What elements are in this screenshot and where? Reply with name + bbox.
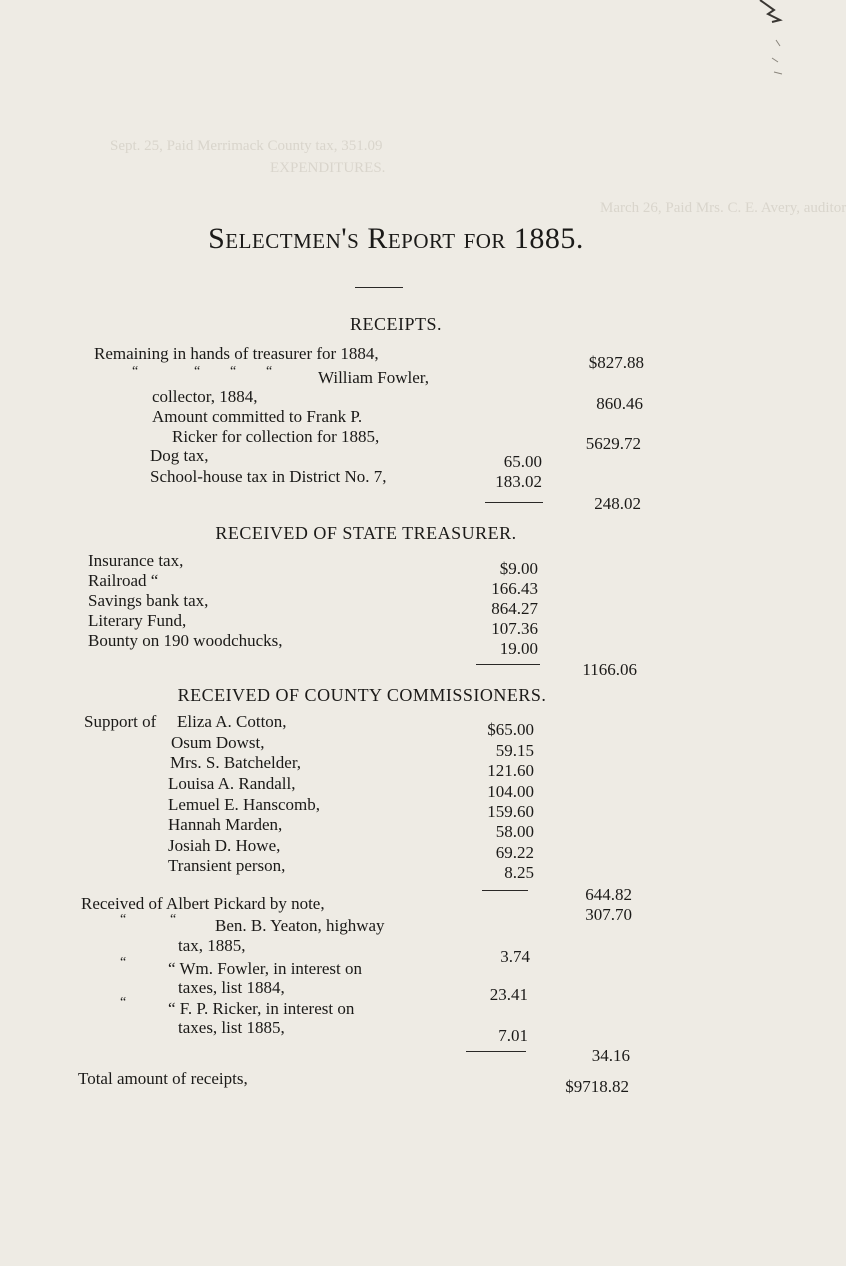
ditto-mark: “ [266,364,273,379]
fowler-interest-label: “ Wm. Fowler, in interest on [168,959,362,978]
county-item-amount: 104.00 [487,782,534,801]
yeaton-amount: 3.74 [500,947,530,966]
state-item-amount: 107.36 [491,619,538,638]
state-item-label: Insurance tax, [88,551,184,570]
receipts-heading: RECEIPTS. [349,314,442,334]
ditto-mark: “ [132,364,139,379]
state-item-amount: 166.43 [491,579,538,598]
ditto-mark: “ [120,912,127,927]
fowler-label-2: collector, 1884, [152,387,258,406]
bleed-through-text: March 26, Paid Mrs. C. E. Avery, auditor [600,200,846,216]
bleed-through-text: Sept. 25, Paid Merrimack County tax, 351.09 [110,138,383,154]
dog-tax-amount: 65.00 [503,452,542,471]
page-title: Selectmen's Report for 1885. [208,222,584,255]
county-rule [482,890,528,891]
county-item-amount: 58.00 [495,822,534,841]
ditto-mark: “ [194,364,201,379]
state-item-amount: $9.00 [499,559,538,578]
county-item-label: Josiah D. Howe, [168,836,281,855]
school-tax-amount: 183.02 [495,472,542,491]
county-item-label: Mrs. S. Batchelder, [170,753,302,772]
ricker-interest-label-2: taxes, list 1885, [178,1018,285,1037]
county-item-amount: 8.25 [504,863,534,882]
pickard-rule [466,1051,526,1052]
fowler-interest-label-2: taxes, list 1884, [178,978,285,997]
state-item-label: Bounty on 190 woodchucks, [88,631,283,650]
total-amount: $9718.82 [565,1077,629,1096]
county-item-amount: 121.60 [487,761,534,780]
corner-mark [702,0,792,90]
state-total: 1166.06 [582,660,637,679]
county-item-amount: 69.22 [495,843,534,862]
state-item-label: Railroad “ [88,571,159,590]
county-heading: RECEIVED OF COUNTY COMMISSIONERS. [177,685,547,705]
county-item-amount: $65.00 [487,720,534,739]
state-heading: RECEIVED OF STATE TREASURER. [215,523,517,543]
school-tax-label: School-house tax in District No. 7, [150,467,387,486]
ditto-mark: “ [120,955,127,970]
ditto-mark: “ [230,364,237,379]
committed-label-2: Ricker for collection for 1885, [172,427,380,446]
bleed-through-text: EXPENDITURES. [270,160,386,176]
state-item-label: Savings bank tax, [88,591,209,610]
ricker-interest-amount: 7.01 [498,1026,528,1045]
committed-amount: 5629.72 [585,434,641,453]
ditto-mark: “ [120,995,127,1010]
fowler-amount: 860.46 [596,394,643,413]
remaining-label: Remaining in hands of treasurer for 1884, [94,344,379,363]
state-rule [476,664,540,665]
pickard-subtotal: 34.16 [591,1046,630,1065]
yeaton-label: Ben. B. Yeaton, highway [215,916,385,935]
county-item-amount: 159.60 [487,802,534,821]
dog-tax-label: Dog tax, [150,446,209,465]
pickard-label: Received of Albert Pickard by note, [81,894,325,913]
county-item-label: Louisa A. Randall, [168,774,296,793]
receipts-subtotal: 248.02 [594,494,641,513]
county-item-label: Transient person, [168,856,286,875]
support-prefix: Support of [84,712,157,731]
state-item-amount: 864.27 [491,599,538,618]
ricker-interest-label: “ F. P. Ricker, in interest on [168,999,355,1018]
county-item-label: Lemuel E. Hanscomb, [168,795,321,814]
yeaton-label-2: tax, 1885, [178,936,246,955]
title-rule [355,287,403,288]
state-item-label: Literary Fund, [88,611,187,630]
state-item-amount: 19.00 [499,639,538,658]
county-item-label: Eliza A. Cotton, [177,712,287,731]
fowler-interest-amount: 23.41 [489,985,528,1004]
pickard-amount: 307.70 [585,905,632,924]
remaining-amount: $827.88 [588,353,644,372]
county-total: 644.82 [585,885,632,904]
ditto-mark: “ [170,912,177,927]
total-label: Total amount of receipts, [78,1069,248,1088]
subtotal-rule [485,502,543,503]
county-item-label: Hannah Marden, [168,815,283,834]
county-item-label: Osum Dowst, [171,733,265,752]
county-item-amount: 59.15 [495,741,534,760]
committed-label: Amount committed to Frank P. [152,407,363,426]
fowler-label: William Fowler, [318,368,430,387]
